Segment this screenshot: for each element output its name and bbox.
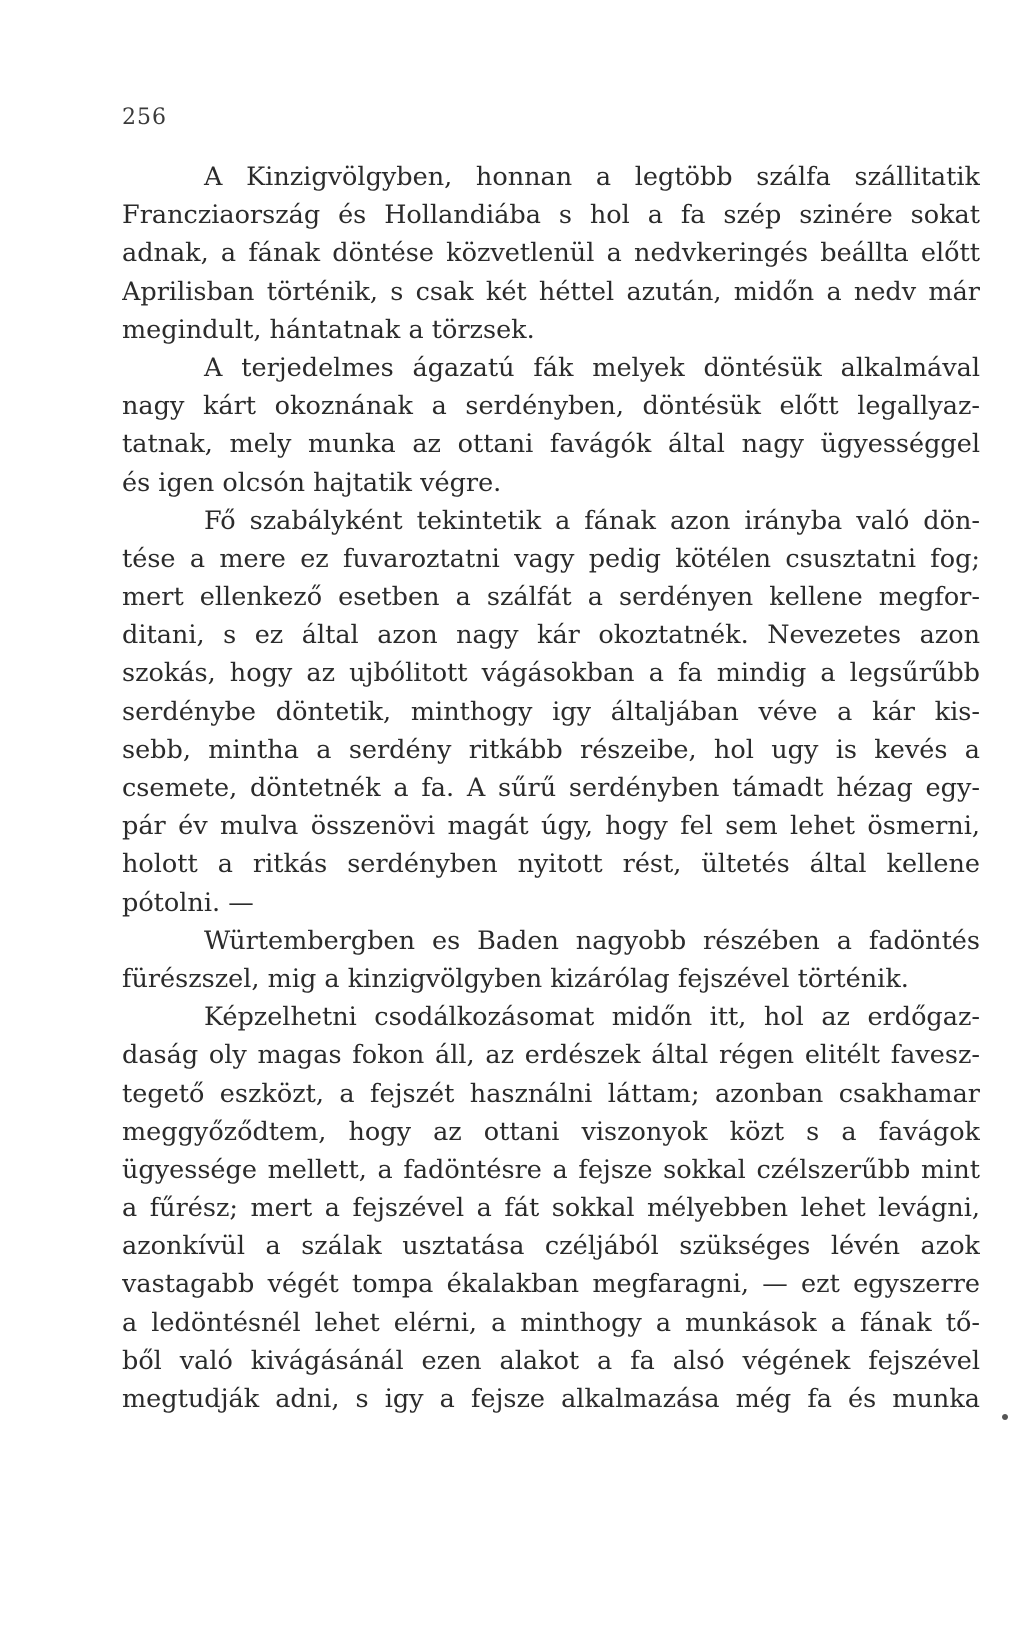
text-line: serdénybe döntetik, minthogy igy általjában véve a kár kis- [122,696,980,727]
text-line: azonkívül a szálak usztatása czéljából szükséges lévén azok [122,1231,980,1262]
text-line: Képzelhetni csodálkozásomat midőn itt, hol az erdőgaz- [204,1002,980,1033]
text-line: Aprilisban történik, s csak két héttel azután, midőn a nedv már [122,276,980,307]
body-text [122,158,980,1418]
text-line: szokás, hogy az ujbólitott vágásokban a fa mindig a legsűrűbb [122,658,980,689]
text-line: meggyőződtem, hogy az ottani viszonyok közt s a favágok [122,1116,980,1147]
text-line: pótolni. — [122,887,254,918]
text-line: ditani, s ez által azon nagy kár okoztatnék. Nevezetes azon [122,620,980,651]
page-number: 256 [122,105,167,130]
text-line: nagy kárt okoznának a serdényben, döntésük előtt legallyaz- [122,391,980,422]
text-line: A Kinzigvölgyben, honnan a legtöbb szálfa szállitatik [204,162,980,192]
text-line: megindult, hántatnak a törzsek. [122,314,535,345]
text-line: tése a mere ez fuvaroztatni vagy pedig kötélen csusztatni fog; [122,543,980,574]
text-line: tatnak, mely munka az ottani favágók által nagy ügyességgel [122,429,980,460]
text-line: fürészszel, mig a kinzigvölgyben kizárólag fejszével történik. [122,963,909,994]
text-line: holott a ritkás serdényben nyitott rést, ültetés által kellene [122,849,980,880]
text-line: daság oly magas fokon áll, az erdészek által régen elitélt favesz- [122,1040,980,1071]
text-line: csemete, döntetnék a fa. A sűrű serdényben támadt hézag egy- [122,773,980,803]
text-line: a fűrész; mert a fejszével a fát sokkal mélyebben lehet levágni, [122,1193,980,1224]
text-line: tegető eszközt, a fejszét használni láttam; azonban csakhamar [122,1078,980,1109]
text-line: a ledöntésnél lehet elérni, a minthogy a munkások a fának tő- [122,1307,980,1338]
text-line: sebb, mintha a serdény ritkább részeibe, hol ugy is kevés a [122,734,980,765]
text-line: és igen olcsón hajtatik végre. [122,467,502,498]
text-line: A terjedelmes ágazatú fák melyek döntésük alkalmával [204,352,980,383]
text-line: Fő szabályként tekintetik a fának azon irányba való dön- [204,505,980,536]
text-line: pár év mulva összenövi magát úgy, hogy fel sem lehet ösmerni, [122,811,980,842]
text-line: Francziaország és Hollandiába s hol a fa szép szinére sokat [122,200,980,231]
ink-speck [1002,1414,1008,1420]
text-line: mert ellenkező esetben a szálfát a serdényen kellene megfor- [122,582,980,613]
text-line: vastagabb végét tompa ékalakban megfaragni, — ezt egyszerre [122,1269,980,1300]
text-line: ügyessége mellett, a fadöntésre a fejsze sokkal czélszerűbb mint [122,1154,980,1185]
text-line: megtudják adni, s igy a fejsze alkalmazása még fa és munka [122,1384,980,1414]
text-line: ből való kivágásánál ezen alakot a fa alsó végének fejszével [122,1345,980,1376]
text-line: Würtembergben es Baden nagyobb részében a fadöntés [204,925,980,956]
text-line: adnak, a fának döntése közvetlenül a nedvkeringés beállta előtt [122,238,980,269]
